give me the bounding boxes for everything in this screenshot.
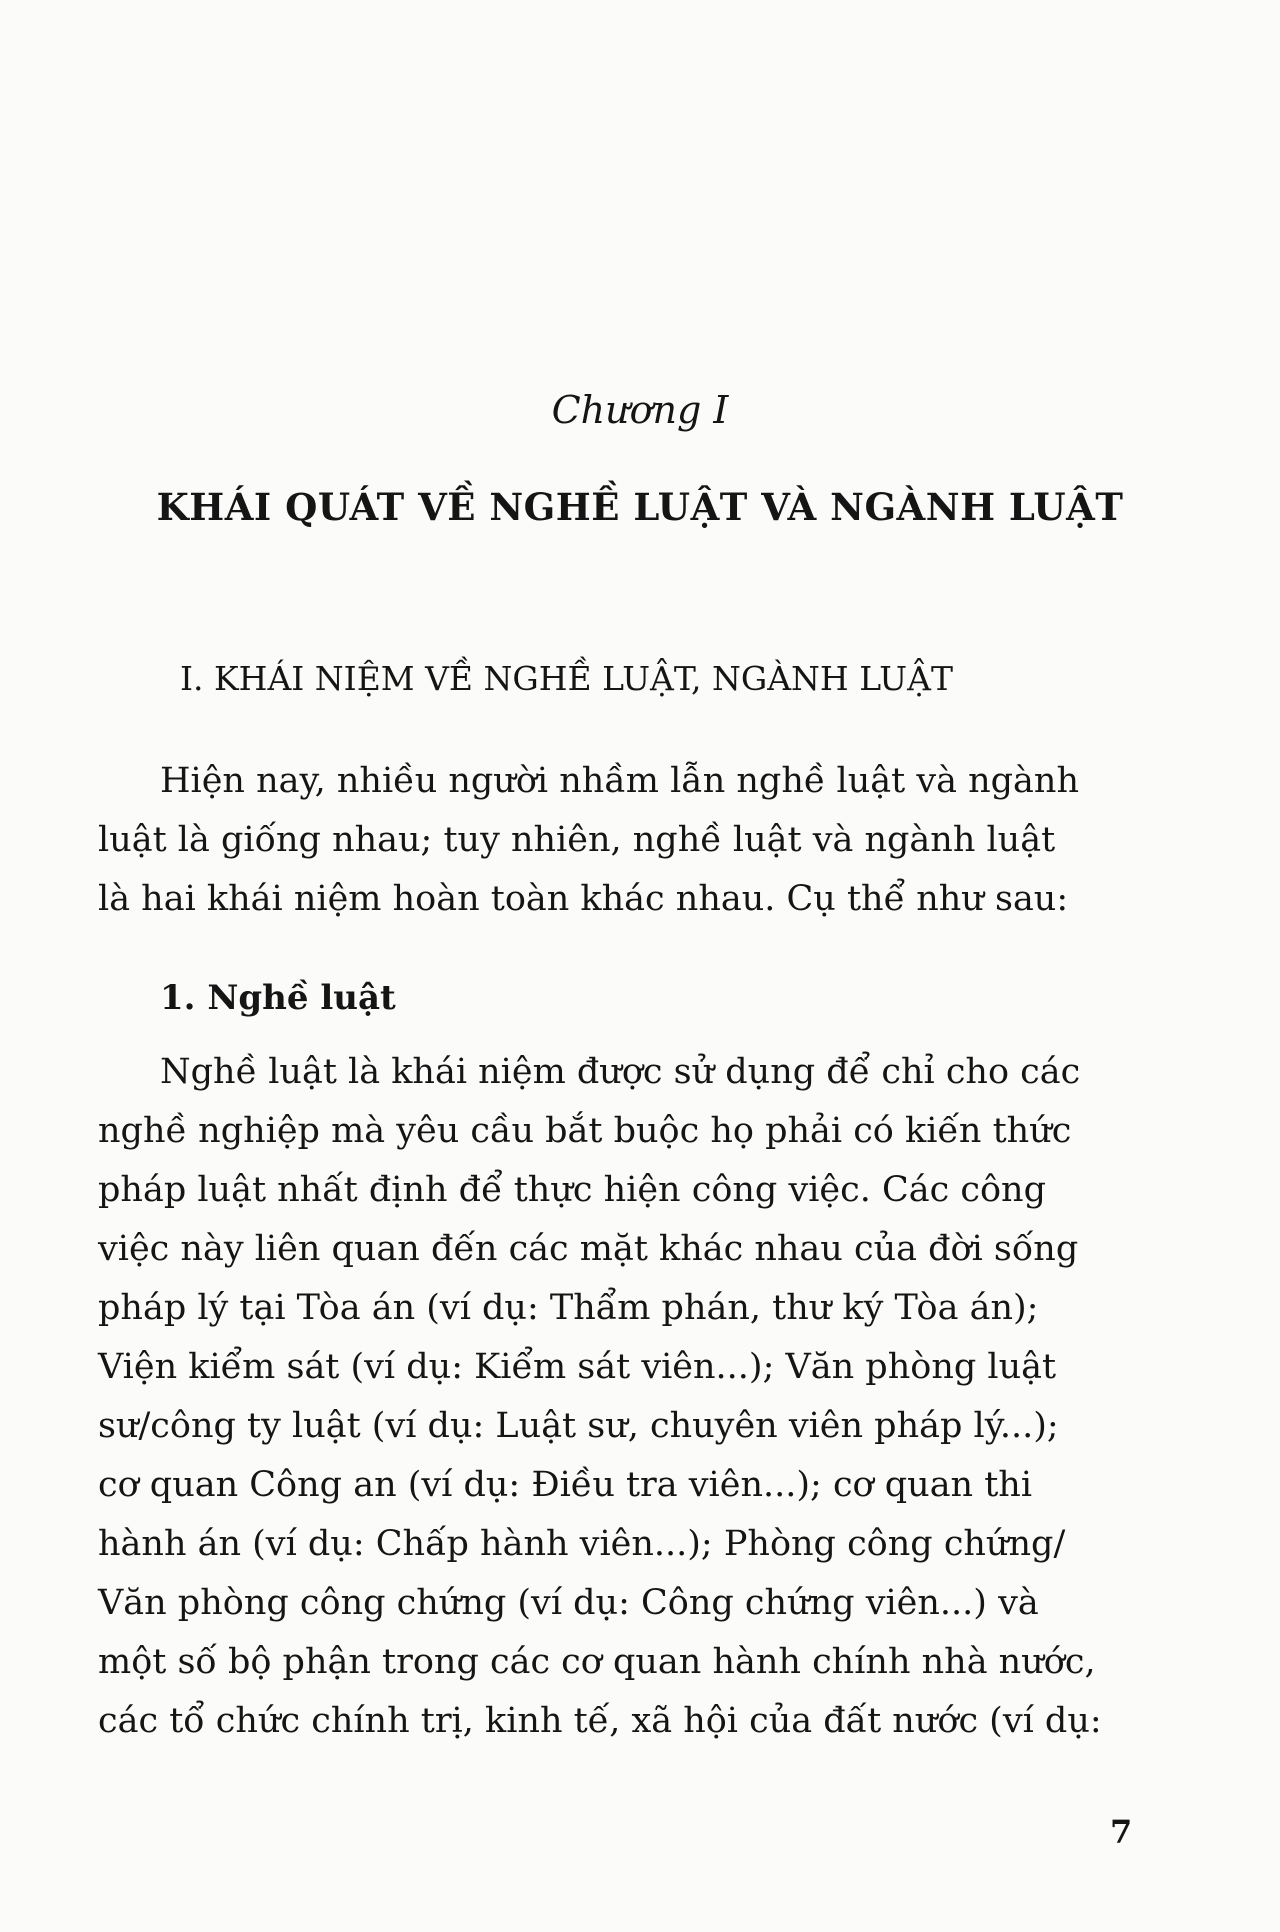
paragraph-line: việc này liên quan đến các mặt khác nhau của đời sống [98,1229,1079,1269]
chapter-label: Chương I [551,388,729,432]
subsection-heading: 1. Nghề luật [160,978,396,1018]
paragraph-line: nghề nghiệp mà yêu cầu bắt buộc họ phải có kiến thức [98,1111,1072,1151]
paragraph-line: một số bộ phận trong các cơ quan hành chính nhà nước, [98,1642,1096,1682]
body-paragraph [98,1043,1136,1751]
paragraph-line: Viện kiểm sát (ví dụ: Kiểm sát viên...); Văn phòng luật [98,1347,1057,1387]
intro-paragraph [98,752,1136,929]
paragraph-line: các tổ chức chính trị, kinh tế, xã hội của đất nước (ví dụ: [98,1701,1102,1741]
paragraph-line: Hiện nay, nhiều người nhầm lẫn nghề luật và ngành [160,761,1079,801]
paragraph-line: pháp luật nhất định để thực hiện công việc. Các công [98,1170,1046,1210]
section-heading: I. KHÁI NIỆM VỀ NGHỀ LUẬT, NGÀNH LUẬT [180,659,953,698]
page-number: 7 [1110,1813,1133,1851]
paragraph-line: Văn phòng công chứng (ví dụ: Công chứng viên...) và [98,1583,1039,1623]
paragraph-line: là hai khái niệm hoàn toàn khác nhau. Cụ thể như sau: [98,879,1069,919]
paragraph-line: Nghề luật là khái niệm được sử dụng để chỉ cho các [160,1052,1081,1092]
paragraph-line: sư/công ty luật (ví dụ: Luật sư, chuyên viên pháp lý...); [98,1406,1059,1446]
paragraph-line: luật là giống nhau; tuy nhiên, nghề luật và ngành luật [98,820,1056,860]
paragraph-line: hành án (ví dụ: Chấp hành viên...); Phòng công chứng/ [98,1524,1066,1564]
paragraph-line: cơ quan Công an (ví dụ: Điều tra viên...); cơ quan thi [98,1465,1033,1505]
paragraph-line: pháp lý tại Tòa án (ví dụ: Thẩm phán, thư ký Tòa án); [98,1288,1039,1328]
chapter-title: KHÁI QUÁT VỀ NGHỀ LUẬT VÀ NGÀNH LUẬT [156,485,1124,529]
